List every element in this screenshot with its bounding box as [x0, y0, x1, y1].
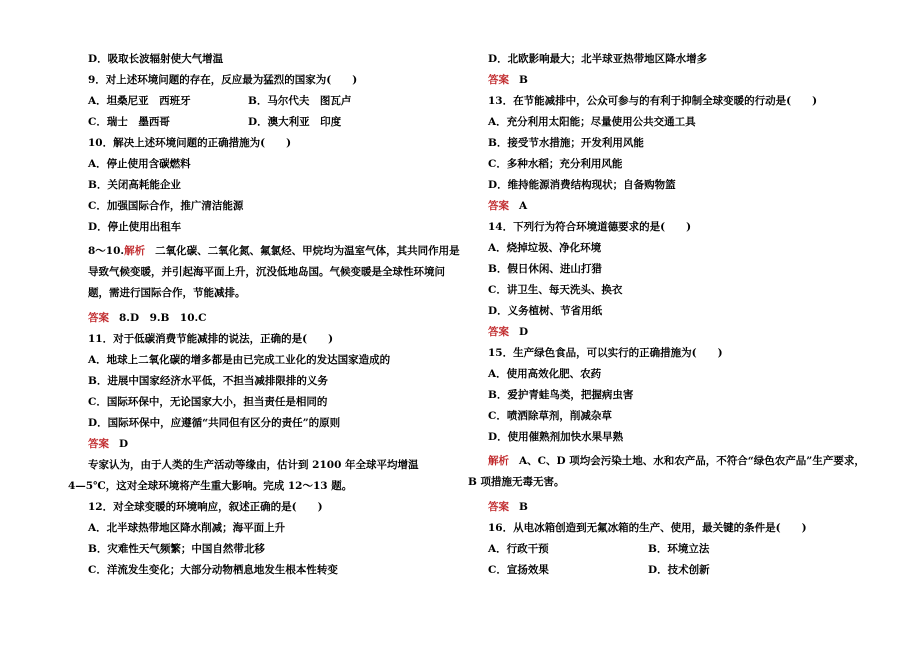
explanation-text: A、C、D 项均会污染土地、水和农产品，不符合“绿色农产品”生产要求，B 项措施无毒无害。 [468, 455, 865, 488]
q13-option-b: B．接受节水措施；开发利用风能 [488, 137, 644, 149]
q16-options-ab [488, 542, 868, 563]
q16-option-c: C．宣扬效果 [488, 564, 549, 576]
intro-12-13-line2: 4—5℃，这对全球环境将产生重大影响。完成 12～13 题。 [68, 480, 353, 492]
explanation-tag: 解析 [488, 455, 509, 467]
q14-option-a: A．烧掉垃圾、净化环境 [488, 242, 602, 254]
q11-option-c: C．国际环保中，无论国家大小，担当责任是相同的 [88, 396, 328, 408]
intro-12-13-line1: 专家认为，由于人类的生产活动等缘由，估计到 2100 年全球平均增温 [88, 459, 419, 471]
explanation-text: 二氧化碳、二氧化氮、氟氯烃、甲烷均为温室气体，其共同作用是导致气候变暖，并引起海平面上升，沉没低地岛国。气候变暖是全球性环境问题，需进行国际合作，节能减排。 [88, 245, 460, 299]
answer-value: B [519, 74, 528, 86]
question-13: 13．在节能减排中，公众可参与的有利于抑制全球变暖的行动是( ) [488, 95, 818, 107]
q9-options-ab [88, 94, 460, 115]
q16-option-b: B．环境立法 [648, 543, 710, 555]
question-9: 9．对上述环境问题的存在，反应最为猛烈的国家为( ) [88, 74, 358, 86]
answer-tag: 答案 [488, 326, 509, 338]
q9-options-cd [88, 115, 460, 136]
q15-option-b: B．爱护青蛙鸟类，把握病虫害 [488, 389, 634, 401]
q10-option-d: D．停止使用出租车 [88, 221, 182, 233]
q11-option-a: A．地球上二氧化碳的增多都是由已完成工业化的发达国家造成的 [88, 354, 391, 366]
q9-option-b: B．马尔代夫 图瓦卢 [248, 95, 352, 107]
q14-option-d: D．义务植树、节省用纸 [488, 305, 603, 317]
answer-14 [488, 325, 868, 346]
question-12: 12．对全球变暖的环境响应，叙述正确的是( ) [88, 501, 323, 513]
question-15: 15．生产绿色食品，可以实行的正确措施为( ) [488, 347, 723, 359]
q11-option-b: B．进展中国家经济水平低，不担当减排限排的义务 [88, 375, 328, 387]
answer-tag: 答案 [488, 200, 509, 212]
question-14: 14．下列行为符合环境道德要求的是( ) [488, 221, 692, 233]
q16-option-a: A．行政干预 [488, 543, 549, 555]
q16-options-cd [488, 563, 868, 584]
q16-option-d: D．技术创新 [648, 564, 710, 576]
q13-option-d: D．维持能源消费结构现状；自备购物篮 [488, 179, 676, 191]
question-16: 16．从电冰箱创造到无氟冰箱的生产、使用，最关键的条件是( ) [488, 522, 807, 534]
q13-option-c: C．多种水稻；充分利用风能 [488, 158, 623, 170]
question-11: 11．对于低碳消费节能减排的说法，正确的是( ) [88, 333, 334, 345]
q14-option-b: B．假日休闲、进山打猎 [488, 263, 602, 275]
q15-option-d: D．使用催熟剂加快水果早熟 [488, 431, 624, 443]
left-column [68, 52, 460, 584]
q12-option-c: C．洋流发生变化；大部分动物栖息地发生根本性转变 [88, 564, 338, 576]
q12-option-b: B．灾难性天气频繁；中国自然带北移 [88, 543, 265, 555]
answer-value: 8.D 9.B 10.C [119, 312, 207, 324]
explanation-tag: 解析 [124, 245, 146, 257]
explanation-15 [468, 451, 868, 493]
q12-option-d: D．北欧影响最大；北半球亚热带地区降水增多 [488, 53, 708, 65]
answer-11 [88, 437, 460, 458]
question-10: 10．解决上述环境问题的正确措施为( ) [88, 137, 292, 149]
q10-option-c: C．加强国际合作，推广清洁能源 [88, 200, 244, 212]
answer-tag: 答案 [88, 438, 109, 450]
answer-15 [488, 500, 868, 521]
q10-option-b: B．关闭高耗能企业 [88, 179, 181, 191]
q8-option-d: D．吸取长波辐射使大气增温 [88, 53, 224, 65]
explanation-8-10 [88, 241, 460, 304]
answer-value: D [519, 326, 529, 338]
q9-option-d: D．澳大利亚 印度 [248, 116, 342, 128]
q15-option-a: A．使用高效化肥、农药 [488, 368, 602, 380]
answer-8-10 [88, 311, 460, 332]
answer-tag: 答案 [488, 501, 509, 513]
answer-12 [488, 73, 868, 94]
answer-tag: 答案 [88, 312, 109, 324]
q9-option-c: C．瑞士 墨西哥 [88, 116, 170, 128]
q10-option-a: A．停止使用含碳燃料 [88, 158, 191, 170]
q13-option-a: A．充分利用太阳能；尽量使用公共交通工具 [488, 116, 696, 128]
right-column [468, 52, 868, 584]
answer-13 [488, 199, 868, 220]
answer-tag: 答案 [488, 74, 509, 86]
q11-option-d: D．国际环保中，应遵循“共同但有区分的责任”的原则 [88, 417, 341, 429]
answer-value: B [519, 501, 528, 513]
q15-option-c: C．喷洒除草剂，削减杂草 [488, 410, 612, 422]
q9-option-a: A．坦桑尼亚 西班牙 [88, 95, 191, 107]
q14-option-c: C．讲卫生、每天洗头、换衣 [488, 284, 623, 296]
answer-value: D [119, 438, 129, 450]
q12-option-a: A．北半球热带地区降水削减；海平面上升 [88, 522, 286, 534]
answer-value: A [519, 200, 528, 212]
explanation-range: 8～10. [88, 245, 125, 257]
